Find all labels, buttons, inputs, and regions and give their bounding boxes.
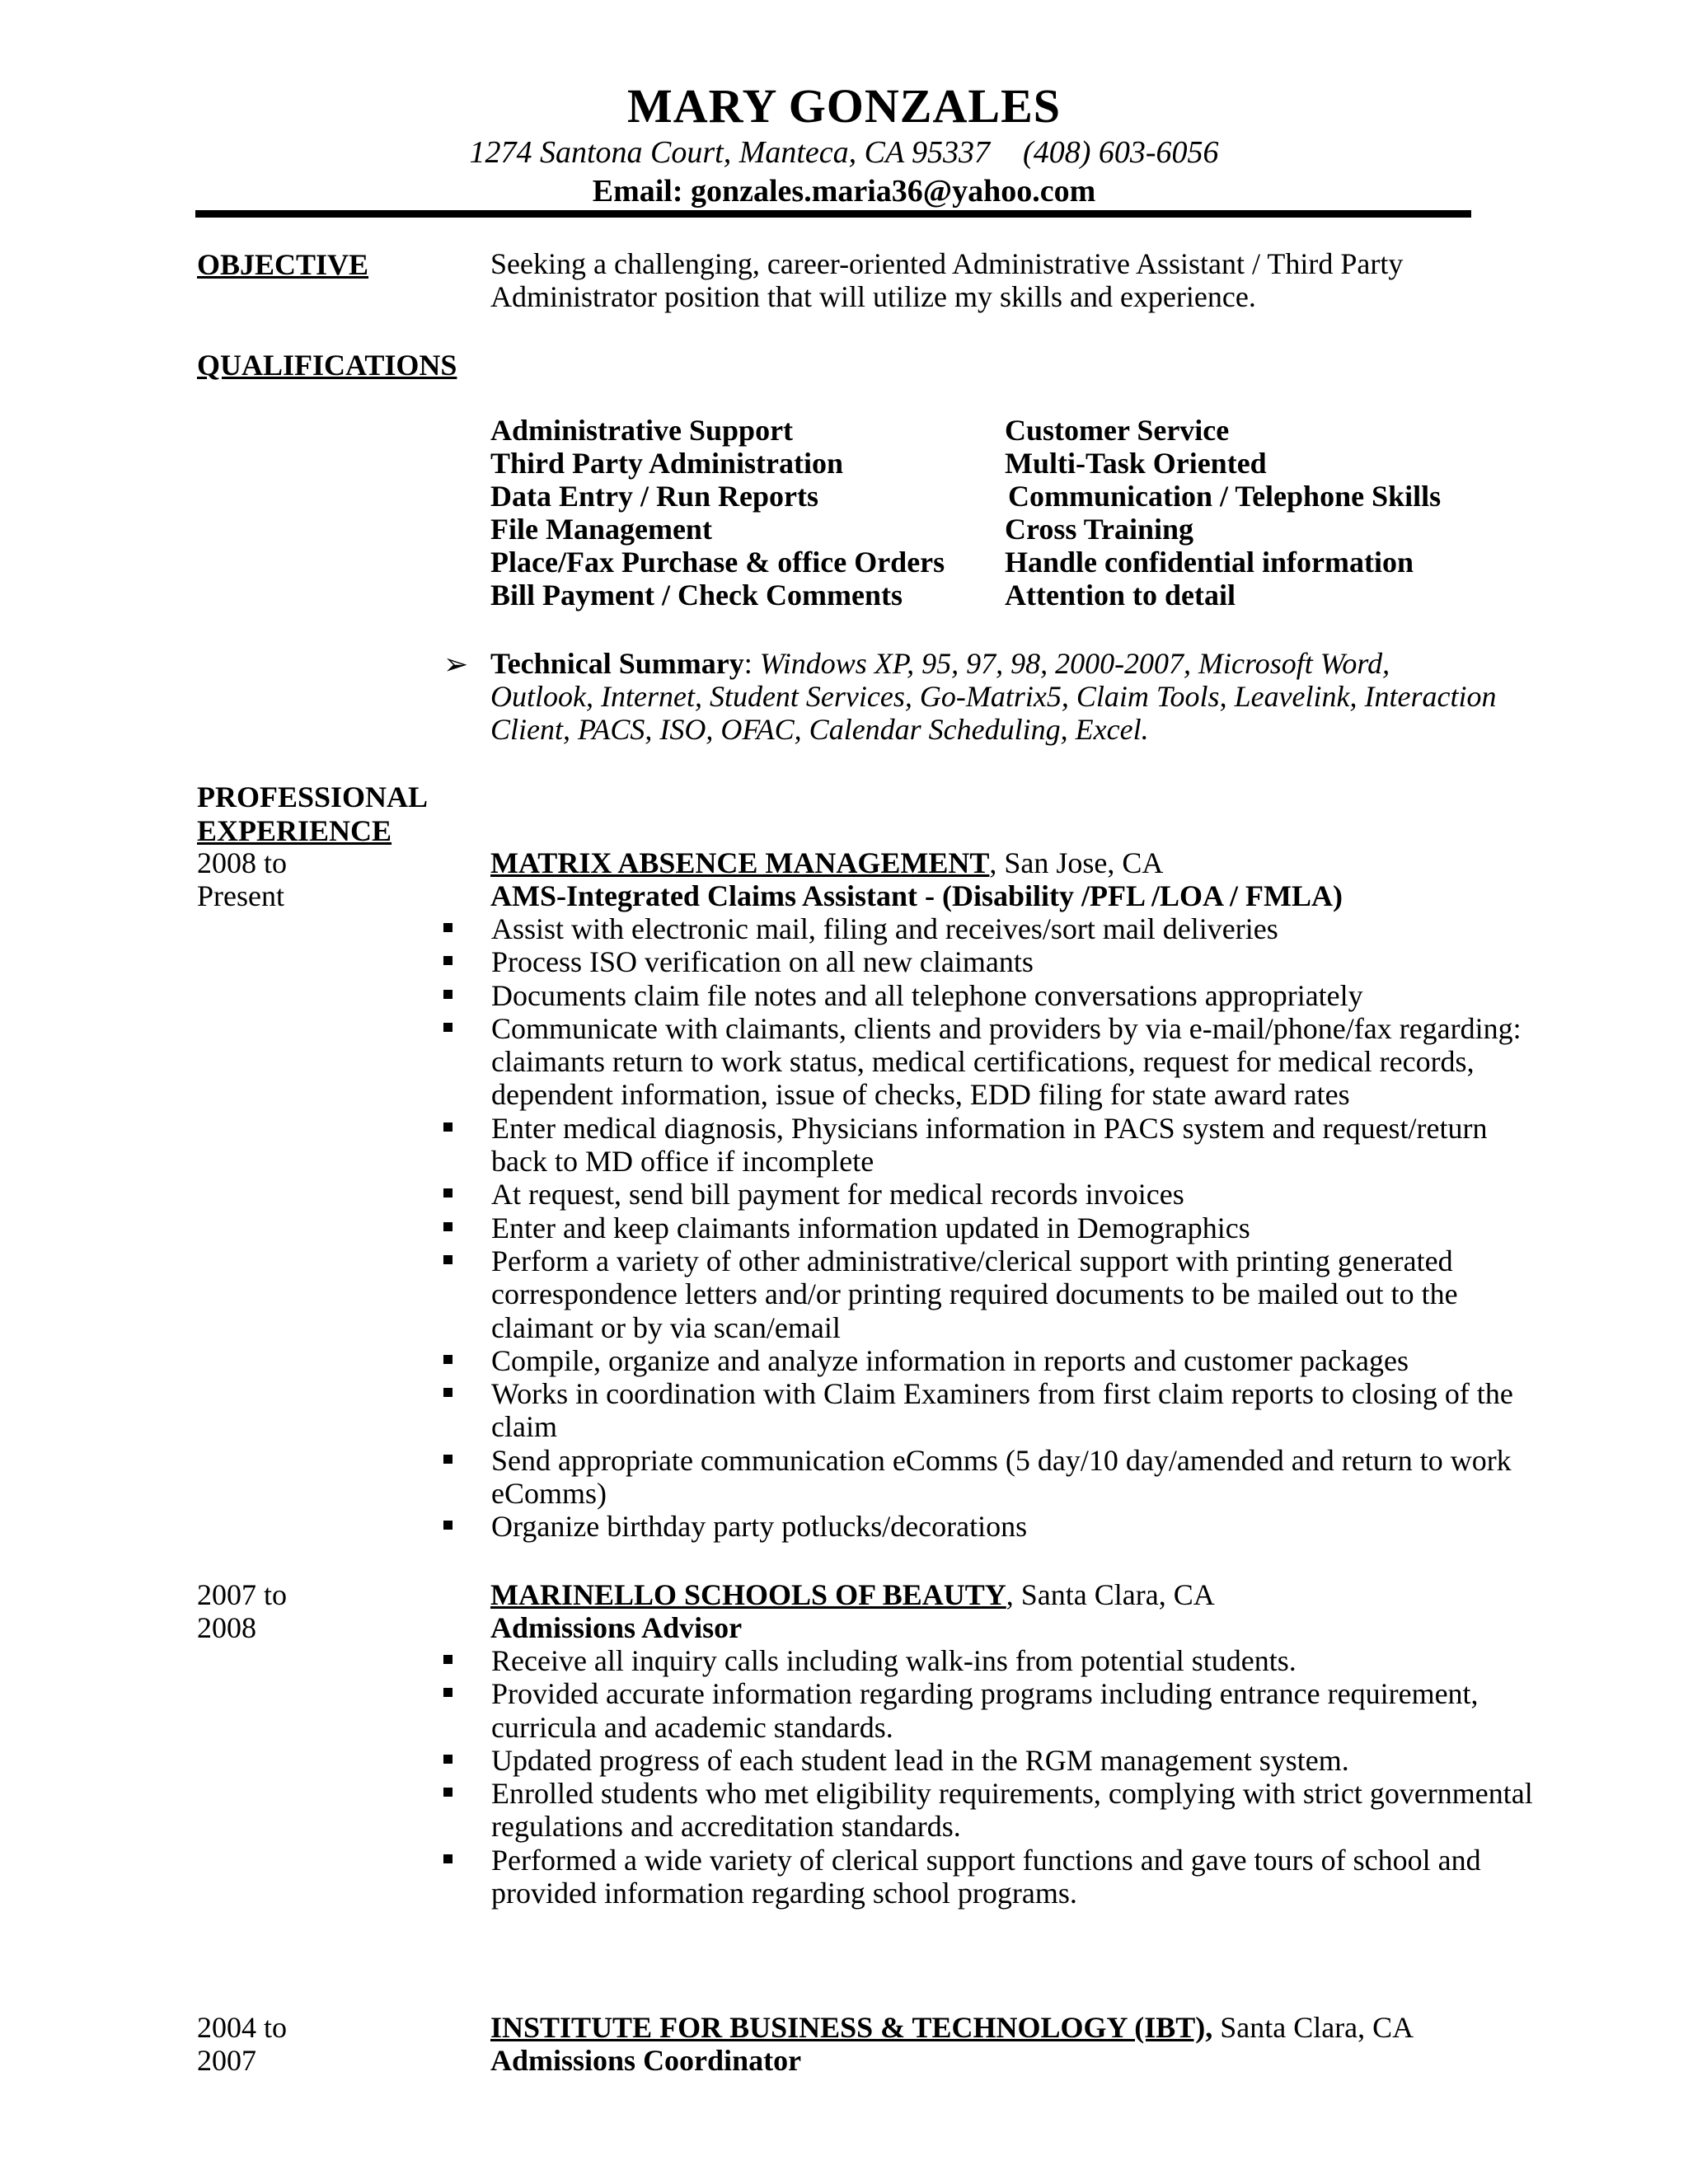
square-bullet-icon <box>443 1688 452 1697</box>
arrow-bullet-icon: ➢ <box>443 648 469 681</box>
bullet-text-line: Receive all inquiry calls including walk-ins from potential students. <box>491 1644 1296 1677</box>
company-name: MATRIX ABSENCE MANAGEMENT <box>490 846 990 879</box>
bullet-text-line: eComms) <box>491 1477 607 1511</box>
qualifications-heading: QUALIFICATIONS <box>197 349 457 382</box>
bullet-text-line: Documents claim file notes and all telephone conversations appropriately <box>491 978 1363 1012</box>
square-bullet-icon <box>443 1455 452 1464</box>
job-date-end: 2007 <box>197 2044 256 2077</box>
experience-heading-2: EXPERIENCE <box>197 814 392 847</box>
resume-name: MARY GONZALES <box>626 79 1062 133</box>
bullet-item <box>442 912 1530 945</box>
bullet-text-line: Communicate with claimants, clients and providers by via e-mail/phone/fax regarding: <box>491 1011 1522 1045</box>
square-bullet-icon <box>443 1122 452 1132</box>
tech-summary-label: Technical Summary <box>490 647 744 680</box>
bullet-text-line: back to MD office if incomplete <box>491 1145 874 1179</box>
tech-summary-line-2: Outlook, Internet, Student Services, Go-Matrix5, Claim Tools, Leavelink, Interaction <box>490 680 1497 713</box>
job-date-start: 2008 to <box>197 846 288 879</box>
qualification-item: Place/Fax Purchase & office Orders <box>490 546 945 579</box>
qualification-item: Administrative Support <box>490 414 794 447</box>
job-date-start: 2007 to <box>197 1578 288 1611</box>
bullet-item <box>442 1777 1533 1844</box>
bullet-item <box>442 1644 1530 1677</box>
bullet-text-line: correspondence letters and/or printing required documents to be mailed out to the <box>491 1277 1458 1311</box>
job-date-end: 2008 <box>197 1611 256 1644</box>
qualification-item: Cross Training <box>1005 513 1194 546</box>
experience-heading-1: PROFESSIONAL <box>197 780 429 813</box>
bullet-item <box>442 1212 1530 1244</box>
bullet-item <box>442 1112 1530 1179</box>
address: 1274 Santona Court, Manteca, CA 95337 <box>469 135 991 170</box>
square-bullet-icon <box>443 956 452 965</box>
bullet-item <box>442 1744 1530 1777</box>
bullet-text-line: Works in coordination with Claim Examiners from first claim reports to closing of the <box>491 1377 1513 1411</box>
bullet-text-line: Process ISO verification on all new claimants <box>491 945 1034 979</box>
square-bullet-icon <box>443 1023 452 1032</box>
company-location: Santa Clara, CA <box>1212 2011 1414 2044</box>
job-title: Admissions Advisor <box>490 1611 743 1644</box>
bullet-item <box>442 1677 1530 1744</box>
square-bullet-icon <box>443 1222 452 1231</box>
job-company-line <box>490 846 1163 879</box>
job-bullet-list <box>442 1644 1533 1910</box>
company-location: , San Jose, CA <box>989 846 1164 879</box>
qualification-item: Handle confidential information <box>1005 546 1414 579</box>
company-location: , Santa Clara, CA <box>1006 1578 1215 1611</box>
qualification-item: Communication / Telephone Skills <box>1008 480 1442 513</box>
bullet-text-line: regulations and accreditation standards. <box>491 1810 961 1844</box>
square-bullet-icon <box>443 1521 452 1530</box>
qualification-item: Bill Payment / Check Comments <box>490 579 903 612</box>
bullet-text-line: Performed a wide variety of clerical support functions and gave tours of school and <box>491 1843 1481 1877</box>
tech-summary-line-1: Technical Summary: Windows XP, 95, 97, 98, 2000-2007, Microsoft Word, <box>490 647 1390 680</box>
bullet-text-line: Enter medical diagnosis, Physicians information in PACS system and request/return <box>491 1111 1488 1145</box>
bullet-text-line: Organize birthday party potlucks/decorations <box>491 1510 1028 1544</box>
job-date-end: Present <box>197 879 284 912</box>
header-rule <box>195 210 1471 218</box>
tech-summary-line-3: Client, PACS, ISO, OFAC, Calendar Scheduling, Excel. <box>490 713 1149 746</box>
square-bullet-icon <box>443 1355 452 1364</box>
contact-line <box>0 136 1688 171</box>
qualification-item: File Management <box>490 513 712 546</box>
square-bullet-icon <box>443 1788 452 1797</box>
bullet-item <box>442 1344 1530 1377</box>
square-bullet-icon <box>443 923 452 932</box>
bullet-item <box>442 1844 1530 1910</box>
qualification-item: Third Party Administration <box>490 447 844 480</box>
bullet-item <box>442 1178 1530 1211</box>
job-date-start: 2004 to <box>197 2011 288 2044</box>
bullet-text-line: curricula and academic standards. <box>491 1710 893 1744</box>
job-company-line <box>490 2011 1414 2044</box>
bullet-item <box>442 1012 1530 1112</box>
bullet-text-line: claim <box>491 1410 557 1444</box>
bullet-item <box>442 1444 1530 1511</box>
job-title: AMS-Integrated Claims Assistant - (Disability /PFL /LOA / FMLA) <box>490 879 1343 912</box>
bullet-text-line: Perform a variety of other administrative/clerical support with printing generated <box>491 1244 1453 1277</box>
bullet-item <box>442 1510 1530 1543</box>
bullet-text-line: claimants return to work status, medical certifications, request for medical records, <box>491 1045 1475 1079</box>
square-bullet-icon <box>443 1755 452 1764</box>
bullet-item <box>442 1377 1530 1444</box>
bullet-item <box>442 945 1530 978</box>
square-bullet-icon <box>443 990 452 999</box>
qualification-item: Attention to detail <box>1005 579 1236 612</box>
tech-summary-text-1: Windows XP, 95, 97, 98, 2000-2007, Microsoft Word, <box>759 647 1390 680</box>
square-bullet-icon <box>443 1188 452 1197</box>
objective-line-2: Administrator position that will utilize my skills and experience. <box>490 280 1256 313</box>
qualification-item: Customer Service <box>1005 414 1230 447</box>
bullet-text-line: Enrolled students who met eligibility requirements, complying with strict governmental <box>491 1777 1533 1811</box>
bullet-text-line: claimant or by via scan/email <box>491 1310 841 1344</box>
qualification-item: Multi-Task Oriented <box>1005 447 1267 480</box>
bullet-text-line: provided information regarding school programs. <box>491 1877 1077 1910</box>
bullet-text-line: Enter and keep claimants information updated in Demographics <box>491 1211 1250 1244</box>
objective-heading: OBJECTIVE <box>197 248 369 281</box>
company-name: INSTITUTE FOR BUSINESS & TECHNOLOGY (IBT), <box>490 2011 1213 2044</box>
qualification-item: Data Entry / Run Reports <box>490 480 819 513</box>
square-bullet-icon <box>443 1255 452 1264</box>
square-bullet-icon <box>443 1655 452 1664</box>
bullet-text-line: Assist with electronic mail, filing and receives/sort mail deliveries <box>491 912 1278 945</box>
objective-line-1: Seeking a challenging, career-oriented Administrative Assistant / Third Party <box>490 247 1404 280</box>
bullet-text-line: dependent information, issue of checks, EDD filing for state award rates <box>491 1078 1350 1112</box>
bullet-text-line: At request, send bill payment for medical records invoices <box>491 1178 1184 1212</box>
company-name: MARINELLO SCHOOLS OF BEAUTY <box>490 1578 1006 1611</box>
job-bullet-list <box>442 912 1530 1544</box>
bullet-text-line: Compile, organize and analyze information in reports and customer packages <box>491 1343 1409 1377</box>
email-line: Email: gonzales.maria36@yahoo.com <box>592 174 1096 209</box>
bullet-text-line: Send appropriate communication eComms (5 day/10 day/amended and return to work <box>491 1443 1512 1477</box>
bullet-item <box>442 1244 1530 1344</box>
job-company-line <box>490 1578 1215 1611</box>
square-bullet-icon <box>443 1388 452 1397</box>
bullet-item <box>442 979 1530 1012</box>
bullet-text-line: Updated progress of each student lead in the RGM management system. <box>491 1743 1349 1777</box>
bullet-text-line: Provided accurate information regarding programs including entrance requirement, <box>491 1677 1479 1711</box>
phone: (408) 603-6056 <box>1023 135 1219 170</box>
job-title: Admissions Coordinator <box>490 2044 802 2077</box>
square-bullet-icon <box>443 1854 452 1863</box>
